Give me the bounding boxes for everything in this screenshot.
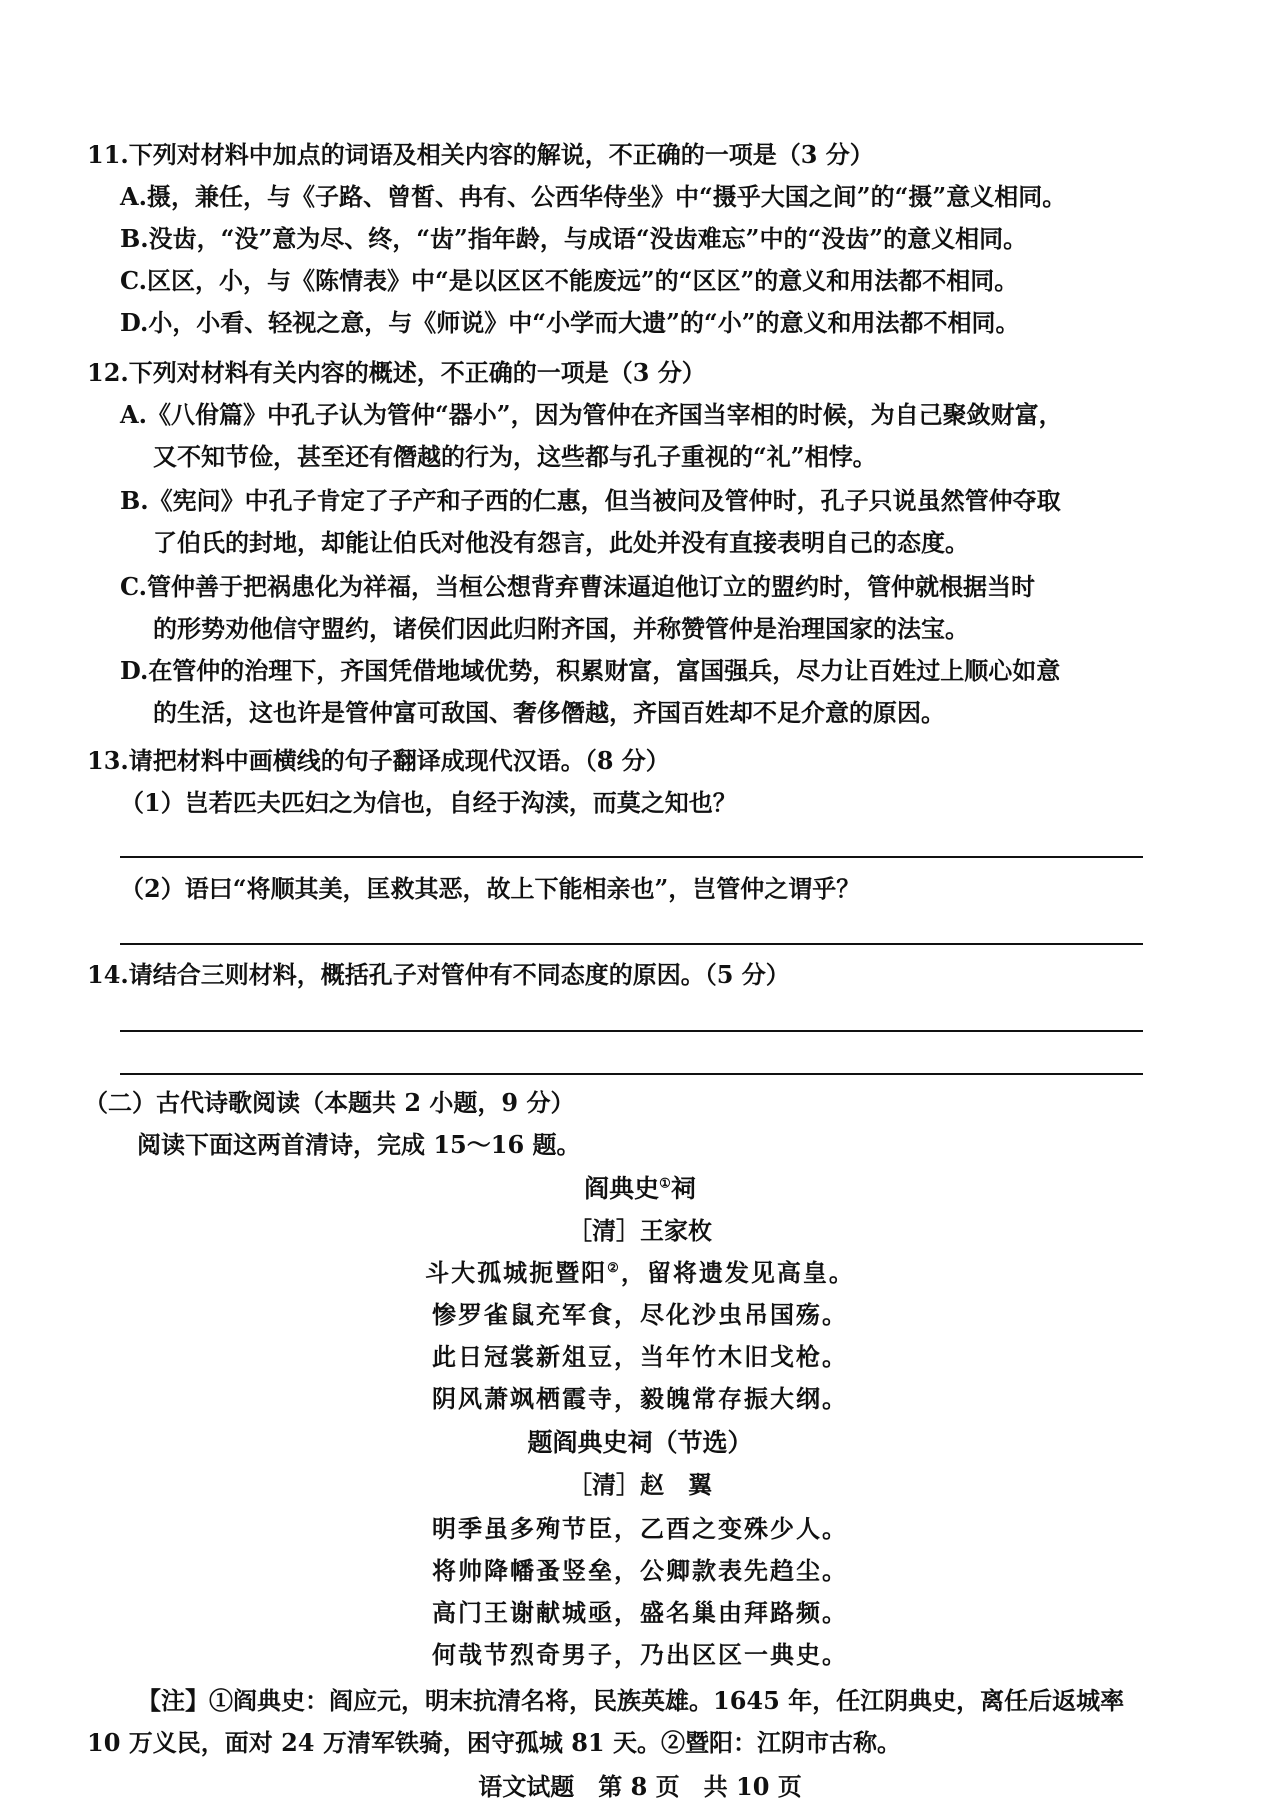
q11-option-b: B.没齿，“没”意为尽、终，“齿”指年龄，与成语“没齿难忘”中的“没齿”的意义相同。 bbox=[120, 224, 1028, 253]
q12-option-a-line1: A.《八佾篇》中孔子认为管仲“器小”，因为管仲在齐国当宰相的时候，为自己聚敛财富， bbox=[120, 400, 1063, 429]
section-intro: 阅读下面这两首清诗，完成 15～16 题。 bbox=[137, 1130, 581, 1159]
q12-stem: 12.下列对材料有关内容的概述，不正确的一项是（3 分） bbox=[87, 358, 706, 387]
q12-option-c-line1: C.管仲善于把祸患化为祥福，当桓公想背弃曹沫逼迫他订立的盟约时，管仲就根据当时 bbox=[120, 572, 1036, 601]
page-footer: 语文试题 第 8 页 共 10 页 bbox=[478, 1772, 802, 1801]
poem2-title: 题阎典史祠（节选） bbox=[527, 1428, 753, 1457]
q11-stem: 11.下列对材料中加点的词语及相关内容的解说，不正确的一项是（3 分） bbox=[87, 140, 874, 169]
q14-stem: 14.请结合三则材料，概括孔子对管仲有不同态度的原因。（5 分） bbox=[87, 960, 790, 989]
q11-option-c: C.区区，小，与《陈情表》中“是以区区不能废远”的“区区”的意义和用法都不相同。 bbox=[120, 266, 1019, 295]
q12-option-d-line1: D.在管仲的治理下，齐国凭借地域优势，积累财富，富国强兵，尽力让百姓过上顺心如意 bbox=[120, 656, 1061, 685]
q11-option-d: D.小，小看、轻视之意，与《师说》中“小学而大遗”的“小”的意义和用法都不相同。 bbox=[120, 308, 1020, 337]
q11-option-a: A.摄，兼任，与《子路、曾皙、冉有、公西华侍坐》中“摄乎大国之间”的“摄”意义相同。 bbox=[120, 182, 1067, 211]
poem1-line-1: 斗大孤城扼暨阳②，留将遗发见高皇。 bbox=[425, 1258, 855, 1287]
q12-option-a-line2: 又不知节俭，甚至还有僭越的行为，这些都与孔子重视的“礼”相悖。 bbox=[153, 442, 877, 471]
poem2-author: ［清］赵 翼 bbox=[568, 1470, 712, 1499]
poem1-author: ［清］王家枚 bbox=[568, 1216, 712, 1245]
q13-stem: 13.请把材料中画横线的句子翻译成现代汉语。（8 分） bbox=[87, 746, 670, 775]
q12-option-d-line2: 的生活，这也许是管仲富可敌国、奢侈僭越，齐国百姓却不足介意的原因。 bbox=[153, 698, 945, 727]
section-heading: （二）古代诗歌阅读（本题共 2 小题，9 分） bbox=[84, 1088, 575, 1117]
q12-option-b-line1: B.《宪问》中孔子肯定了子产和子西的仁惠，但当被问及管仲时，孔子只说虽然管仲夺取 bbox=[120, 486, 1061, 515]
poem2-line-2: 将帅降幡蚤竖垒，公卿款表先趋尘。 bbox=[432, 1556, 848, 1585]
note-line-1: 【注】①阎典史：阎应元，明末抗清名将，民族英雄。1645 年，任江阴典史，离任后返城率 bbox=[137, 1686, 1125, 1715]
answer-line bbox=[120, 1073, 1143, 1075]
q12-option-c-line2: 的形势劝他信守盟约，诸侯们因此归附齐国，并称赞管仲是治理国家的法宝。 bbox=[153, 614, 969, 643]
poem2-line-1: 明季虽多殉节臣，乙酉之变殊少人。 bbox=[432, 1514, 848, 1543]
poem1-title: 阎典史①祠 bbox=[584, 1174, 696, 1203]
poem2-line-3: 高门王谢献城亟，盛名巢由拜路频。 bbox=[432, 1598, 848, 1627]
poem2-line-4: 何哉节烈奇男子，乃出区区一典史。 bbox=[432, 1640, 848, 1669]
q13-sentence-2: （2）语曰“将顺其美，匡救其恶，故上下能相亲也”，岂管仲之谓乎？ bbox=[120, 874, 861, 903]
answer-line bbox=[120, 856, 1143, 858]
answer-line bbox=[120, 943, 1143, 945]
note-line-2: 10 万义民，面对 24 万清军铁骑，困守孤城 81 天。②暨阳：江阴市古称。 bbox=[87, 1728, 901, 1757]
answer-line bbox=[120, 1030, 1143, 1032]
poem1-line-4: 阴风萧飒栖霞寺，毅魄常存振大纲。 bbox=[432, 1384, 848, 1413]
poem1-line-2: 惨罗雀鼠充军食，尽化沙虫吊国殇。 bbox=[432, 1300, 848, 1329]
q13-sentence-1: （1）岂若匹夫匹妇之为信也，自经于沟渎，而莫之知也？ bbox=[120, 788, 737, 817]
poem1-line-3: 此日冠裳新俎豆，当年竹木旧戈枪。 bbox=[432, 1342, 848, 1371]
q12-option-b-line2: 了伯氏的封地，却能让伯氏对他没有怨言，此处并没有直接表明自己的态度。 bbox=[153, 528, 969, 557]
